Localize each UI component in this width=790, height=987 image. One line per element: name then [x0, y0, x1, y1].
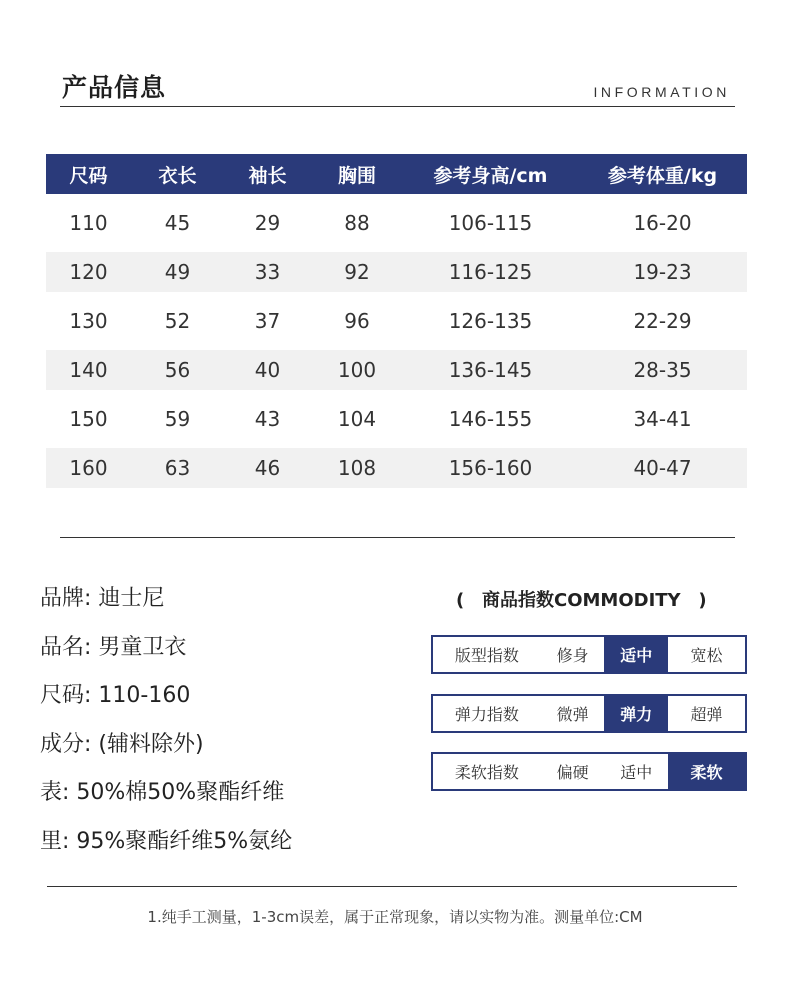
table-cell: 150	[69, 407, 108, 431]
paren-close: )	[698, 590, 707, 611]
fit-option-slim: 修身	[556, 646, 589, 665]
table-cell: 130	[69, 309, 108, 333]
table-cell: 40	[254, 358, 281, 382]
top-divider	[60, 106, 735, 107]
softness-option-medium: 适中	[620, 763, 653, 782]
brand-line: 品牌: 迪士尼	[40, 586, 165, 611]
table-cell: 88	[344, 211, 370, 235]
softness-index	[431, 752, 747, 791]
size-range-line: 尺码: 110-160	[40, 683, 191, 708]
header-cell: 胸围	[337, 164, 376, 187]
table-cell: 29	[254, 211, 281, 235]
table-cell: 59	[164, 407, 191, 431]
fit-option-loose: 宽松	[690, 646, 723, 665]
table-cell: 40-47	[633, 456, 692, 480]
table-row	[46, 350, 747, 390]
table-cell: 156-160	[448, 456, 533, 480]
table-row	[46, 252, 747, 292]
table-cell: 45	[164, 211, 191, 235]
table-cell: 126-135	[448, 309, 533, 333]
header-cell: 衣长	[158, 164, 197, 187]
table-cell: 63	[164, 456, 191, 480]
outer-material-line: 表: 50%棉50%聚酯纤维	[40, 780, 285, 805]
fit-index-label: 版型指数	[454, 646, 519, 665]
commodity-title-text: 商品指数COMMODITY	[482, 590, 681, 611]
table-cell: 92	[344, 260, 370, 284]
fit-option-regular: 适中	[604, 637, 668, 672]
composition-line: 成分: (辅料除外)	[40, 731, 204, 757]
table-row	[46, 448, 747, 488]
table-cell: 49	[164, 260, 191, 284]
header-cell: 参考身高/cm	[433, 164, 548, 187]
table-cell: 108	[337, 456, 377, 480]
table-cell: 56	[164, 358, 191, 382]
product-info-list	[40, 581, 292, 872]
paren-open: (	[456, 590, 465, 611]
softness-option-stiff: 偏硬	[556, 763, 589, 782]
table-cell: 28-35	[633, 358, 692, 382]
table-cell: 16-20	[633, 211, 692, 235]
table-cell: 160	[69, 456, 108, 480]
product-name-line: 品名: 男童卫衣	[40, 634, 187, 660]
stretch-option-slight: 微弹	[556, 705, 589, 724]
table-cell: 52	[164, 309, 191, 333]
fit-index	[431, 635, 747, 674]
size-table	[46, 154, 747, 488]
table-cell: 43	[254, 407, 281, 431]
table-cell: 22-29	[633, 309, 692, 333]
table-row	[46, 203, 747, 243]
table-row	[46, 301, 747, 341]
table-cell: 19-23	[633, 260, 692, 284]
table-cell: 104	[337, 407, 377, 431]
table-cell: 146-155	[448, 407, 533, 431]
table-cell: 37	[254, 309, 281, 333]
table-cell: 140	[69, 358, 108, 382]
softness-option-soft: 柔软	[668, 754, 745, 789]
size-table-header	[46, 154, 747, 194]
table-cell: 106-115	[448, 211, 533, 235]
page-subtitle: INFORMATION	[593, 84, 730, 100]
table-cell: 46	[254, 456, 281, 480]
measurement-footnote: 1.纯手工测量，1-3cm误差，属于正常现象，请以实物为准。测量单位:CM	[147, 908, 643, 926]
table-cell: 34-41	[633, 407, 692, 431]
header-cell: 参考体重/kg	[607, 164, 718, 187]
header-cell: 袖长	[248, 164, 287, 187]
table-cell: 136-145	[448, 358, 533, 382]
commodity-title	[456, 586, 707, 612]
softness-index-label: 柔软指数	[454, 763, 519, 782]
table-cell: 110	[69, 211, 108, 235]
table-cell: 116-125	[448, 260, 533, 284]
stretch-option-stretchy: 弹力	[604, 696, 668, 731]
table-cell: 33	[254, 260, 281, 284]
table-cell: 96	[344, 309, 370, 333]
table-cell: 120	[69, 260, 108, 284]
stretch-index-label: 弹力指数	[454, 705, 519, 724]
table-cell: 100	[337, 358, 377, 382]
stretch-index	[431, 694, 747, 733]
page-title: 产品信息	[62, 73, 167, 102]
bottom-divider	[47, 886, 737, 887]
table-row	[46, 399, 747, 439]
header-cell: 尺码	[69, 164, 108, 187]
middle-divider	[60, 537, 735, 538]
stretch-option-super: 超弹	[690, 705, 723, 724]
lining-material-line: 里: 95%聚酯纤维5%氨纶	[40, 828, 293, 854]
